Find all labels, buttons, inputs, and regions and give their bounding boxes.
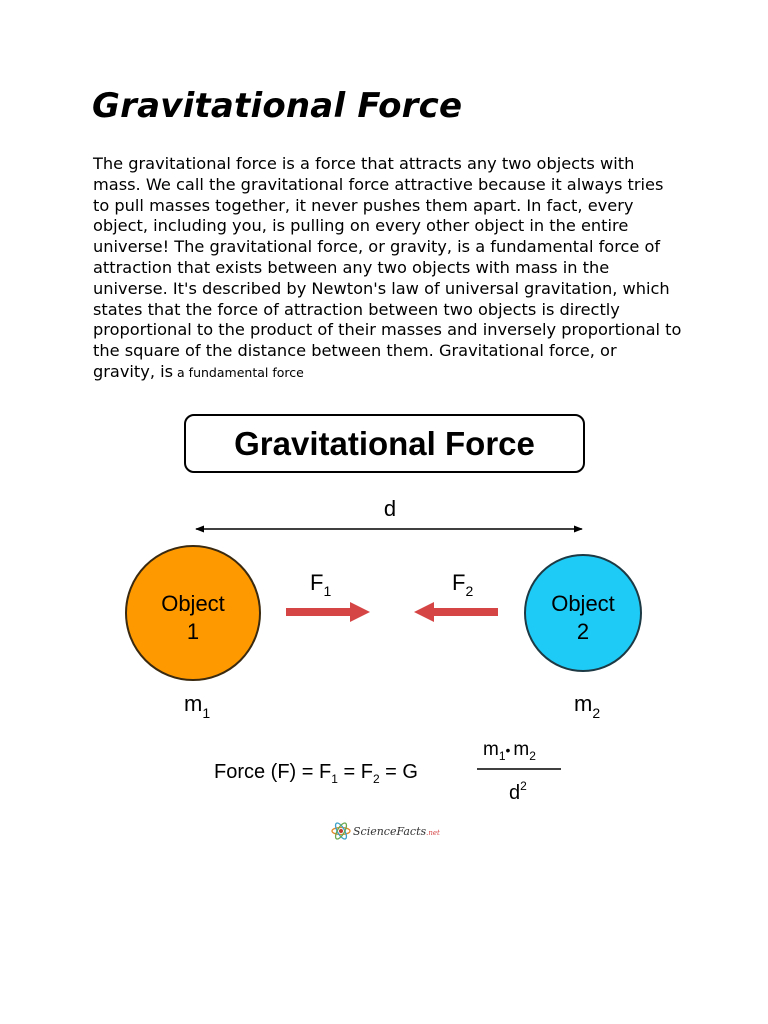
paragraph-part-2: The gravitational force, or gravity, is a fundamental force of attraction that exists between any two objects with mass in the universe. It's described by Newton's law of universal gravitation, which states that the force of attraction between two objects is directly proportional to the product of their masses and inversely proportional to the square of the distance between them. Gravitational force, or gravity, is xyxy=(93,237,682,381)
object-2-number: 2 xyxy=(576,619,590,644)
object-2-label: Object xyxy=(551,591,615,616)
mass-1-label: $m_1$ xyxy=(184,691,211,721)
formula-numerator: $m_1^•$ $m_2$ xyxy=(483,739,536,763)
distance-label: d xyxy=(383,496,397,521)
object-1-label: Object xyxy=(161,591,225,616)
page-title: Gravitational Force xyxy=(92,86,463,126)
force-1-arrow xyxy=(286,602,370,622)
object-1-number: 1 xyxy=(186,619,200,644)
paragraph-part-3: a fundamental force xyxy=(173,364,304,380)
mass-2-label: $m_2$ xyxy=(574,691,601,721)
body-paragraph xyxy=(93,154,683,384)
banner-title: Gravitational Force xyxy=(234,425,535,462)
force-2-label: $F_2$ xyxy=(452,570,474,599)
diagram-svg xyxy=(110,410,670,850)
atom-icon xyxy=(332,821,350,840)
paragraph-part-1: The gravitational force is a force that attracts any two objects with mass. We call the gravitational force attractive because it always tries to pull masses together, it never pushes them apart. In fact, every object, including you, is pulling on every other object in the entire universe! xyxy=(93,154,664,257)
gravitational-force-diagram xyxy=(110,410,670,850)
formula-lhs: Force $(F) = F_1 = F_2 = G$ xyxy=(214,761,418,786)
force-1-label: $F_1$ xyxy=(310,570,332,599)
formula-denominator: $d^2$ xyxy=(509,779,527,804)
watermark-text: ScienceFacts.net xyxy=(353,825,440,838)
sciencefacts-logo xyxy=(332,821,440,840)
force-2-arrow xyxy=(414,602,498,622)
